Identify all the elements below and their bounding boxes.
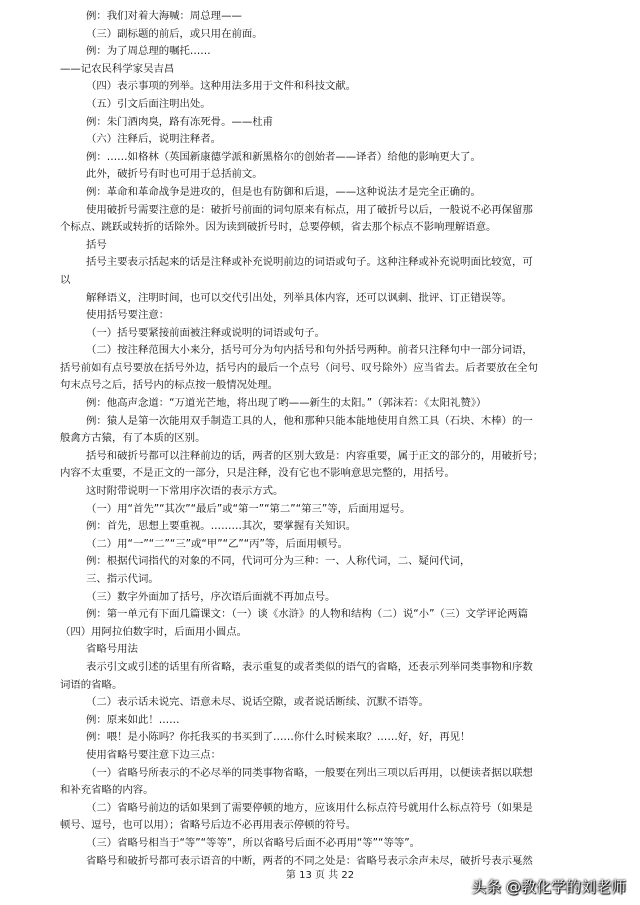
text-line: 例：喂！是小陈吗？你托我买的书买到了……你什么时候来取？……好，好，再见！ xyxy=(86,731,471,744)
text-line: 句末点号之后，括号内的标点按一般情况处理。 xyxy=(60,379,279,392)
text-line: （三）副标题的前后，或只用在前面。 xyxy=(86,27,263,40)
text-line: 括号主要表示括起来的话是注释或补充说明前边的词语或句子。这种注释或补充说明面比较宽，可 xyxy=(86,256,533,269)
text-line: （四）用阿拉伯数字时，后面用小圆点。 xyxy=(60,625,248,638)
text-line: 此外，破折号有时也可用于总括前文。 xyxy=(86,168,263,181)
text-line: （二）省略号前边的话如果到了需要停顿的地方，应该用什么标点符号就用什么标点符号（如果是 xyxy=(86,801,533,814)
text-line: 括号 xyxy=(86,238,107,251)
text-line: 例：首先，思想上要重视。………其次，要掌握有关知识。 xyxy=(86,520,357,533)
text-line: （一）括号要紧接前面被注释或说明的词语或句子。 xyxy=(86,326,325,339)
text-line: 例：……如格林（英国新康德学派和新黑格尔的创始者——译者）给他的影响更大了。 xyxy=(86,150,481,163)
text-line: 个标点、跳跃或转折的话除外。因为读到破折号时，总要停顿，省去那个标点不影响理解语意。 xyxy=(60,221,497,234)
text-line: 括号前如有点号要放在括号外边，括号内的最后一个点号（问号、叹号除外）应当省去。后者要放在全句 xyxy=(60,361,538,374)
text-line: 以 xyxy=(60,273,71,286)
text-line: （三）省略号相当于“等”“等等”，所以省略号后面不必再用“等”“等等”。 xyxy=(86,836,420,849)
text-line: 例：根据代词指代的对象的不同，代词可分为三种：一、人称代词，二、疑问代词， xyxy=(86,555,471,568)
text-line: 这时附带说明一下常用序次语的表示方式。 xyxy=(86,485,284,498)
text-line: 例：朱门酒肉臭，路有冻死骨。——杜甫 xyxy=(86,115,274,128)
text-line: （三）数字外面加了括号，序次语后面就不再加点号。 xyxy=(86,590,336,603)
text-line: 三、指示代词。 xyxy=(86,573,159,585)
text-line: （二）用“一”“二”“三”或“甲”“乙”“丙”等，后面用顿号。 xyxy=(86,537,349,550)
text-line: 般禽方古猿，有了本质的区别。 xyxy=(60,432,206,445)
text-line: 例：他高声念道：“万道光芒地，将出现了哟——新生的太阳。”（郭沫若：《太阳礼赞》） xyxy=(86,397,487,410)
text-line: 例：原来如此！…… xyxy=(86,713,180,726)
text-line: 例：我们对着大海喊：周总理—— xyxy=(86,10,242,22)
text-line: 省略号用法 xyxy=(86,643,138,656)
text-line: 例：第一单元有下面几篇课文：（一）谈《水浒》的人物和结构（二）说“小”（三）文学评论两篇 xyxy=(86,608,528,621)
text-line: 例：猿人是第一次能用双手制造工具的人，他和那种只能本能地使用自然工具（石块、木棒）的一 xyxy=(86,414,533,427)
text-line: 词语的省略。 xyxy=(60,678,123,691)
text-line: 和补充省略的内容。 xyxy=(60,784,154,797)
text-line: 表示引文或引述的话里有所省略，表示重复的或者类似的语气的省略，还表示列举同类事物和序数 xyxy=(86,660,533,673)
text-line: （一）省略号所表示的不必尽举的同类事物省略，一般要在列出三项以后再用，以便读者据以联想 xyxy=(86,766,533,779)
text-line: 内容不太重要，不是正文的一部分，只是注释，没有它也不影响意思完整的，用括号。 xyxy=(60,467,455,480)
text-line: 使用省略号要注意下边三点： xyxy=(86,748,222,761)
text-line: 顿号、逗号，也可以用）；省略号后边不必再用表示停顿的符号。 xyxy=(60,819,357,832)
text-line: （六）注释后，说明注释者。 xyxy=(86,133,222,146)
text-line: 省略号和破折号都可表示语音的中断，两者的不同之处是：省略号表示余声未尽，破折号表示戛然 xyxy=(86,854,533,867)
text-line: 使用破折号需要注意的是：破折号前面的词句原来有标点，用了破折号以后，一般说不必再保留那 xyxy=(86,203,533,216)
text-line: （五）引文后面注明出处。 xyxy=(86,97,211,110)
text-line: （二）按注释范围大小来分，括号可分为句内括号和句外括号两种。前者只注释句中一部分词语， xyxy=(86,344,533,357)
text-line: 例：革命和革命战争是进攻的，但是也有防御和后退，——这种说法才是完全正确的。 xyxy=(86,185,481,198)
watermark: 头条 @教化学的刘老师 xyxy=(471,878,626,896)
text-line: 解释语义，注明时间，也可以交代引出处，列举具体内容，还可以讽刺、批评、订正错误等。 xyxy=(86,291,513,304)
document-body xyxy=(60,8,590,870)
text-line: 括号和破折号都可以注释前边的话，两者的区别大致是：内容重要，属于正文的部分的，用破折号； xyxy=(86,449,544,462)
text-line: （二）表示话未说完、语意未尽、说话空隙，或者说话断续、沉默不语等。 xyxy=(86,696,429,709)
page-number: 第 13 页 共 22 xyxy=(285,870,355,881)
text-line: （四）表示事项的列举。这种用法多用于文件和科技文献。 xyxy=(86,80,357,93)
text-line: 例：为了周总理的嘱托…… xyxy=(86,45,211,58)
text-line: （一）用“首先”“其次”“最后”或“第一”“第二”“第三”等，后面用逗号。 xyxy=(86,502,411,515)
text-line: ——记农民科学家吴吉昌 xyxy=(60,62,175,75)
text-line: 使用括号要注意： xyxy=(86,309,170,322)
